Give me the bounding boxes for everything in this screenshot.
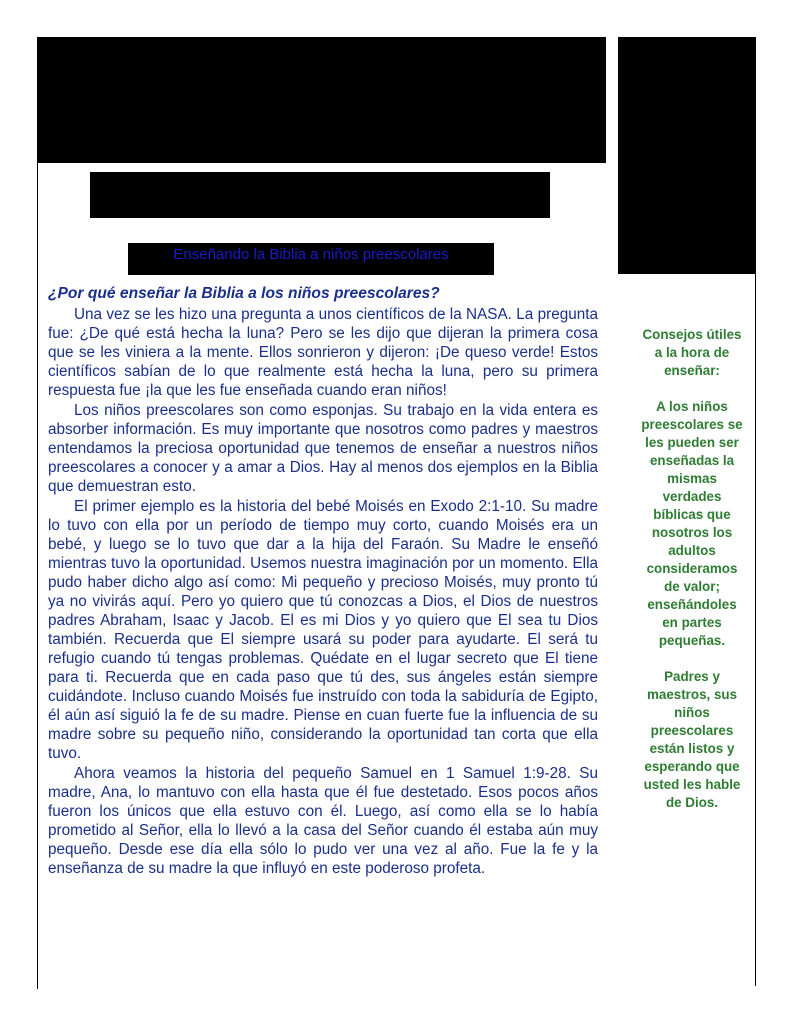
sidebar-line: de valor;: [664, 579, 720, 594]
redacted-side-block: [618, 37, 756, 274]
main-article: [48, 284, 598, 879]
sidebar-line: enseñándoles: [647, 597, 737, 612]
left-divider: [37, 163, 38, 989]
sidebar-line: maestros, sus: [646, 687, 738, 702]
sidebar-line: niños: [674, 705, 710, 720]
article-heading: ¿Por qué enseñar la Biblia a los niños preescolares?: [48, 285, 440, 302]
sidebar-line: preescolares se: [641, 417, 743, 432]
sidebar-line: Padres y: [664, 669, 720, 684]
paragraph-3: El primer ejemplo es la historia del bebé Moisés en Exodo 2:1-10. Su madre lo tuvo con ella por un período de tiempo muy corto, cuando Moisés era un bebé, y luego se lo tuvo que dar a la hija del Faraón. Su Madre le enseñó mientras tuvo la oportunidad. Usemos nuestra imaginación por un momento. Ella pudo haber dicho algo así como: Mi pequeño y precioso Moisés, muy pronto tú ya no vivirás aquí. Pero yo quiero que tú conozcas a Dios, el Dios de nuestros padres Abraham, Isaac y Jacob. El es mi Dios y yo quiero que El sea tu Dios también. Recuerda que El siempre usará su poder para ayudarte. El será tu refugio cuando tú tengas problemas. Quédate en el lugar secreto que El tiene para ti. Recuerda que en cada paso que tú des, sus ángeles están siempre cuidándote. Incluso cuando Moisés fue instruído con toda la sabiduría de Egipto, él aún así siguió la fe de su madre. Piense en cuan fuerte fue la influencia de su madre sobre su pequeño niño, considerando la oportunidad tan corta que ella tuvo.: [48, 498, 598, 762]
sidebar-line: verdades: [662, 489, 722, 504]
page-title: Enseñando la Biblia a niños preescolares: [128, 243, 494, 275]
sidebar-line: esperando que: [644, 759, 740, 774]
sidebar-line: pequeñas.: [658, 633, 726, 648]
paragraph-1: Una vez se les hizo una pregunta a unos científicos de la NASA. La pregunta fue: ¿De qué está hecha la luna? Pero se les dijo que dijeran la primera cosa que se les viniera a la mente. Ellos sonrieron y dijeron: ¡De queso verde! Estos científicos sabían de lo que realmente está hecha la luna, pero su primera respuesta fue ¡la que les fue enseñada cuando eran niños!: [48, 306, 598, 399]
sidebar-line: mismas: [667, 471, 717, 486]
sidebar-line: Consejos útiles: [642, 327, 742, 342]
redacted-subheader-block: [90, 172, 550, 218]
sidebar-line: preescolares: [650, 723, 734, 738]
paragraph-2: Los niños preescolares son como esponjas. Su trabajo en la vida entera es absorber información. Es muy importante que nosotros como padres y maestros entendamos la preciosa oportunidad que tenemos de enseñar a nuestros niños preescolares a conocer y a amar a Dios. Hay al menos dos ejemplos en la Biblia que demuestran esto.: [48, 402, 598, 495]
sidebar-line: consideramos: [646, 561, 738, 576]
sidebar-line: de Dios.: [665, 795, 719, 810]
sidebar-line: les pueden ser: [645, 435, 739, 450]
sidebar-line: usted les hable: [643, 777, 741, 792]
redacted-header-block: [37, 37, 606, 163]
sidebar-line: A los niños: [656, 399, 728, 414]
sidebar-line: enseñadas la: [649, 453, 735, 468]
tips-sidebar: [630, 326, 754, 812]
sidebar-line: en partes: [662, 615, 722, 630]
sidebar-line: nosotros los: [651, 525, 733, 540]
sidebar-line: a la hora de: [654, 345, 730, 360]
right-divider: [755, 274, 756, 986]
sidebar-line: están listos y: [649, 741, 735, 756]
sidebar-line: adultos: [668, 543, 716, 558]
sidebar-line: bíblicas que: [653, 507, 731, 522]
sidebar-line: enseñar:: [664, 363, 720, 378]
paragraph-4: Ahora veamos la historia del pequeño Samuel en 1 Samuel 1:9-28. Su madre, Ana, lo mantuvo con ella hasta que él fue destetado. Esos pocos años fueron los únicos que ella estuvo con él. Luego, así como ella se lo había prometido al Señor, ella lo llevó a la casa del Señor cuando él estaba aún muy pequeño. Desde ese día ella sólo lo pudo ver una vez al año. Fue la fe y la enseñanza de su madre la que influyó en este poderoso profeta.: [48, 765, 598, 877]
